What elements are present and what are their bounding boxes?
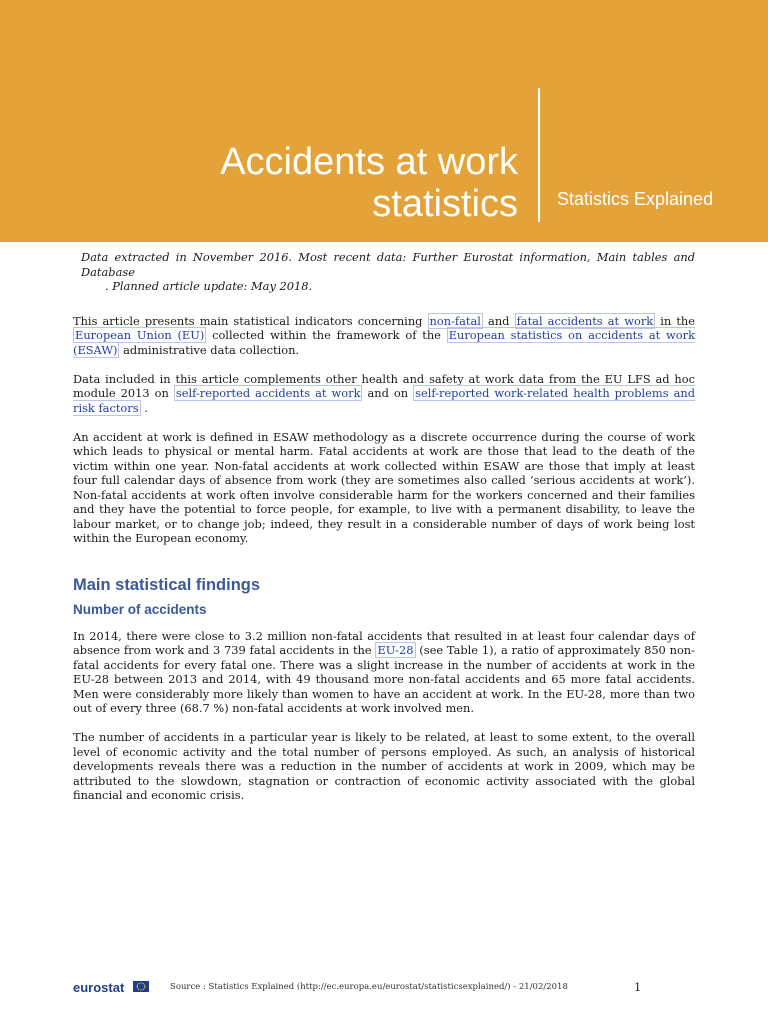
article-title-line-2: statistics [372,183,518,225]
link-non-fatal[interactable]: non-fatal [429,313,481,328]
text: administrative data collection. [119,342,300,357]
page-number: 1 [634,980,642,994]
link-european-union[interactable]: European Union (EU) [75,328,205,342]
text: Data included in this article complements other health and safety at work data from the EU LFS ad hoc module 2013 on [73,371,695,400]
text: In 2014, there were close to 3.2 million non-fatal accidents that resulted in at least four calendar days of absence from work and 3 739 fatal accidents in the [73,628,695,657]
text: . [140,400,148,415]
data-extraction-note [81,250,695,294]
text: in the [655,313,695,328]
link-fatal-accidents-at-work[interactable]: fatal accidents at work [516,313,654,328]
text: and on [362,386,414,400]
article-body [73,250,695,817]
footer-source: Source : Statistics Explained (http://ec.europa.eu/eurostat/statisticsexplained/) - 21/02/2018 [170,982,568,992]
paragraph-2014-figures [73,629,695,716]
link-eu-28[interactable]: EU-28 [377,643,414,657]
title-banner [0,0,768,242]
banner-subtitle: Statistics Explained [557,189,714,209]
subsection-heading: Number of accidents [73,601,207,617]
link-self-reported-health-problems[interactable]: self-reported work-related health problems and risk factors [73,386,695,415]
paragraph-definition: An accident at work is defined in ESAW methodology as a discrete occurrence during the course of work which leads to physical or mental harm. Fatal accidents at work are those that lead to the death of the victim within one year. Non-fatal accidents at work collected within ESAW are those that imply at least four full calendar days of absence from work (they are sometimes also called ’serious accidents at work’). Non-fatal accidents at work often involve considerable harm for the workers concerned and their families and they have the potential to force people, for example, to live with a permanent disability, to leave the labour market, or to change job; indeed, they result in a considerable number of days of work being lost within the European economy. [73,429,695,545]
section-heading: Main statistical findings [73,575,261,594]
banner-divider [538,88,540,222]
text: (see Table 1), a ratio of approximately 850 non-fatal accidents for every fatal one. There was a slight increase in the number of accidents at work in the EU-28 between 2013 and 2014, with 49 thousand more non-fatal accidents and 65 more fatal accidents. Men were considerably more likely than women to have an accident at work. In the EU-28, more than two out of every three (68.7 %) non-fatal accidents at work involved men. [73,643,695,715]
text: This article presents main statistical indicators concerning [73,313,428,328]
note-line-2: . Planned article update: May 2018. [105,279,313,293]
text: and [482,313,515,328]
note-line-1: Data extracted in November 2016. Most recent data: Further Eurostat information, Main tables and Database [81,250,695,279]
text: collected within the framework of the [206,328,447,342]
eu-flag-icon [133,981,149,992]
article-title-line-1: Accidents at work [220,141,518,183]
paragraph-intro [73,314,695,358]
page-footer [0,976,768,1000]
eurostat-logo: eurostat [73,980,125,995]
article-title [38,141,518,225]
paragraph-economic-activity: The number of accidents in a particular year is likely to be related, at least to some extent, to the overall level of economic activity and the total number of persons employed. As such, an analysis of historical developments reveals there was a reduction in the number of accidents at work in 2009, which may be attributed to the slowdown, stagnation or contraction of economic activity associated with the global financial and economic crisis. [73,730,695,802]
paragraph-lfs [73,372,695,416]
link-esaw[interactable]: European statistics on accidents at work (ESAW) [73,328,696,357]
link-self-reported-accidents[interactable]: self-reported accidents at work [175,386,361,400]
